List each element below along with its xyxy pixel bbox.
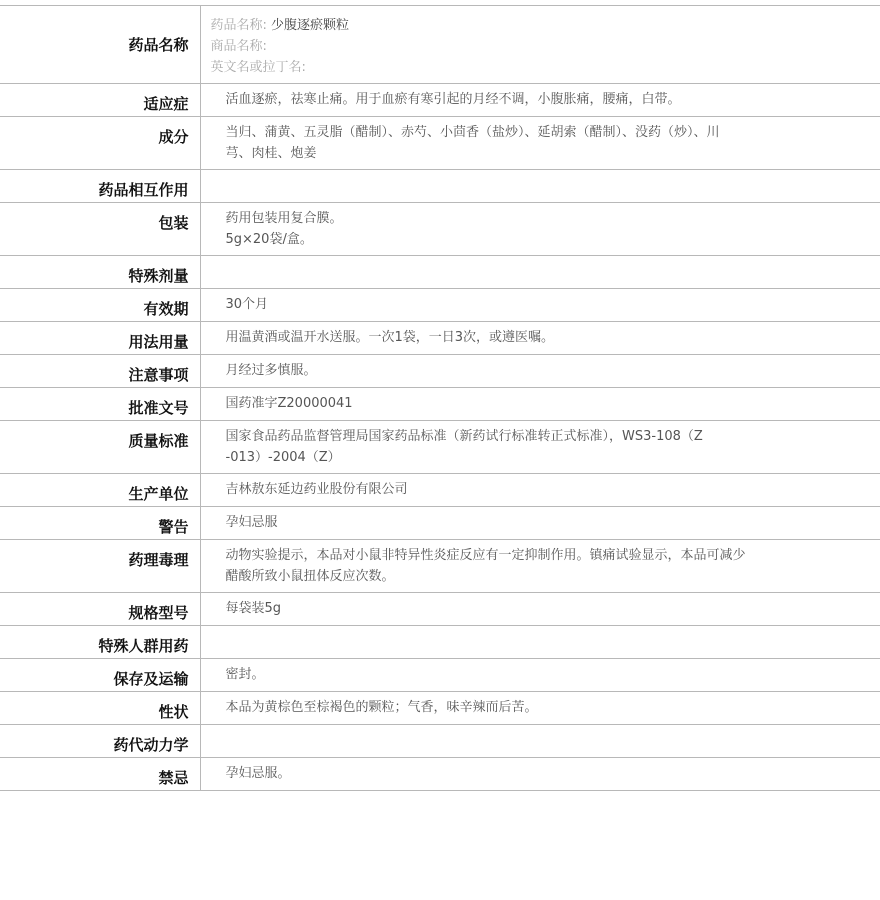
table-row [0, 355, 880, 388]
row-label: 保存及运输 [0, 659, 200, 692]
row-label: 规格型号 [0, 593, 200, 626]
table-row [0, 117, 880, 170]
table-row [0, 322, 880, 355]
table-row-product-name [0, 6, 880, 84]
table-row [0, 725, 880, 758]
row-label: 质量标准 [0, 421, 200, 474]
value-line: 动物实验提示，本品对小鼠非特异性炎症反应有一定抑制作用。镇痛试验显示，本品可减少 [225, 548, 746, 563]
row-label: 成分 [0, 117, 200, 170]
trade-name-line [211, 36, 871, 57]
row-value [200, 388, 880, 421]
value-line: 用温黄酒或温开水送服。一次1袋，一日3次，或遵医嘱。 [225, 330, 555, 345]
value-line: 药用包装用复合膜。 [225, 211, 343, 226]
table-row [0, 203, 880, 256]
table-row [0, 170, 880, 203]
row-value [200, 659, 880, 692]
row-label: 禁忌 [0, 758, 200, 791]
row-value [200, 84, 880, 117]
table-row [0, 84, 880, 117]
table-row [0, 692, 880, 725]
row-label: 药品名称 [0, 6, 200, 84]
row-label: 生产单位 [0, 474, 200, 507]
value-line: 月经过多慎服。 [225, 363, 317, 378]
value-line: 国家食品药品监督管理局国家药品标准（新药试行标准转正式标准），WS3-108（Z [225, 429, 703, 444]
value-line: -013）-2004（Z） [225, 450, 341, 465]
drug-name-key: 药品名称: [210, 18, 267, 33]
row-value [200, 355, 880, 388]
product-name-block [200, 6, 880, 84]
row-value [200, 203, 880, 256]
row-label: 用法用量 [0, 322, 200, 355]
row-value [200, 507, 880, 540]
english-name-key: 英文名或拉丁名: [210, 60, 306, 75]
table-row [0, 421, 880, 474]
table-row [0, 758, 880, 791]
row-label: 性状 [0, 692, 200, 725]
row-label: 特殊剂量 [0, 256, 200, 289]
value-line: 国药准字Z20000041 [225, 396, 353, 411]
row-label: 包装 [0, 203, 200, 256]
table-row [0, 593, 880, 626]
value-line: 本品为黄棕色至棕褐色的颗粒；气香，味辛辣而后苦。 [225, 700, 538, 715]
row-label: 药代动力学 [0, 725, 200, 758]
drug-name-line [211, 15, 871, 36]
row-value [200, 289, 880, 322]
row-value [200, 256, 880, 289]
row-value [200, 540, 880, 593]
trade-name-key: 商品名称: [210, 39, 267, 54]
table-row [0, 256, 880, 289]
row-value [200, 421, 880, 474]
row-label: 药理毒理 [0, 540, 200, 593]
row-label: 注意事项 [0, 355, 200, 388]
table-row [0, 507, 880, 540]
value-line: 芎、肉桂、炮姜 [225, 146, 317, 161]
table-row [0, 540, 880, 593]
table-row [0, 474, 880, 507]
table-row [0, 659, 880, 692]
row-label: 警告 [0, 507, 200, 540]
drug-name-value: 少腹逐瘀颗粒 [271, 18, 350, 33]
value-line: 醋酸所致小鼠扭体反应次数。 [225, 569, 395, 584]
value-line: 每袋装5g [225, 601, 282, 616]
row-label: 药品相互作用 [0, 170, 200, 203]
row-value [200, 593, 880, 626]
row-label: 适应症 [0, 84, 200, 117]
value-line: 活血逐瘀，祛寒止痛。用于血瘀有寒引起的月经不调，小腹胀痛，腰痛，白带。 [225, 92, 681, 107]
table-row [0, 626, 880, 659]
row-value [200, 758, 880, 791]
value-line: 吉林敖东延边药业股份有限公司 [225, 482, 408, 497]
value-line: 30个月 [225, 297, 269, 312]
row-value [200, 725, 880, 758]
row-label: 批准文号 [0, 388, 200, 421]
row-label: 特殊人群用药 [0, 626, 200, 659]
row-value [200, 117, 880, 170]
english-name-line [211, 57, 871, 78]
value-line: 5g×20袋/盒。 [225, 232, 313, 247]
value-line: 当归、蒲黄、五灵脂（醋制）、赤芍、小茴香（盐炒）、延胡索（醋制）、没药（炒）、川 [225, 125, 720, 140]
value-line: 密封。 [225, 667, 265, 682]
table-row [0, 388, 880, 421]
row-label: 有效期 [0, 289, 200, 322]
row-value [200, 474, 880, 507]
row-value [200, 692, 880, 725]
row-value [200, 626, 880, 659]
value-line: 孕妇忌服 [225, 515, 278, 530]
row-value [200, 322, 880, 355]
row-value [200, 170, 880, 203]
value-line: 孕妇忌服。 [225, 766, 291, 781]
drug-info-table [0, 5, 880, 791]
table-row [0, 289, 880, 322]
